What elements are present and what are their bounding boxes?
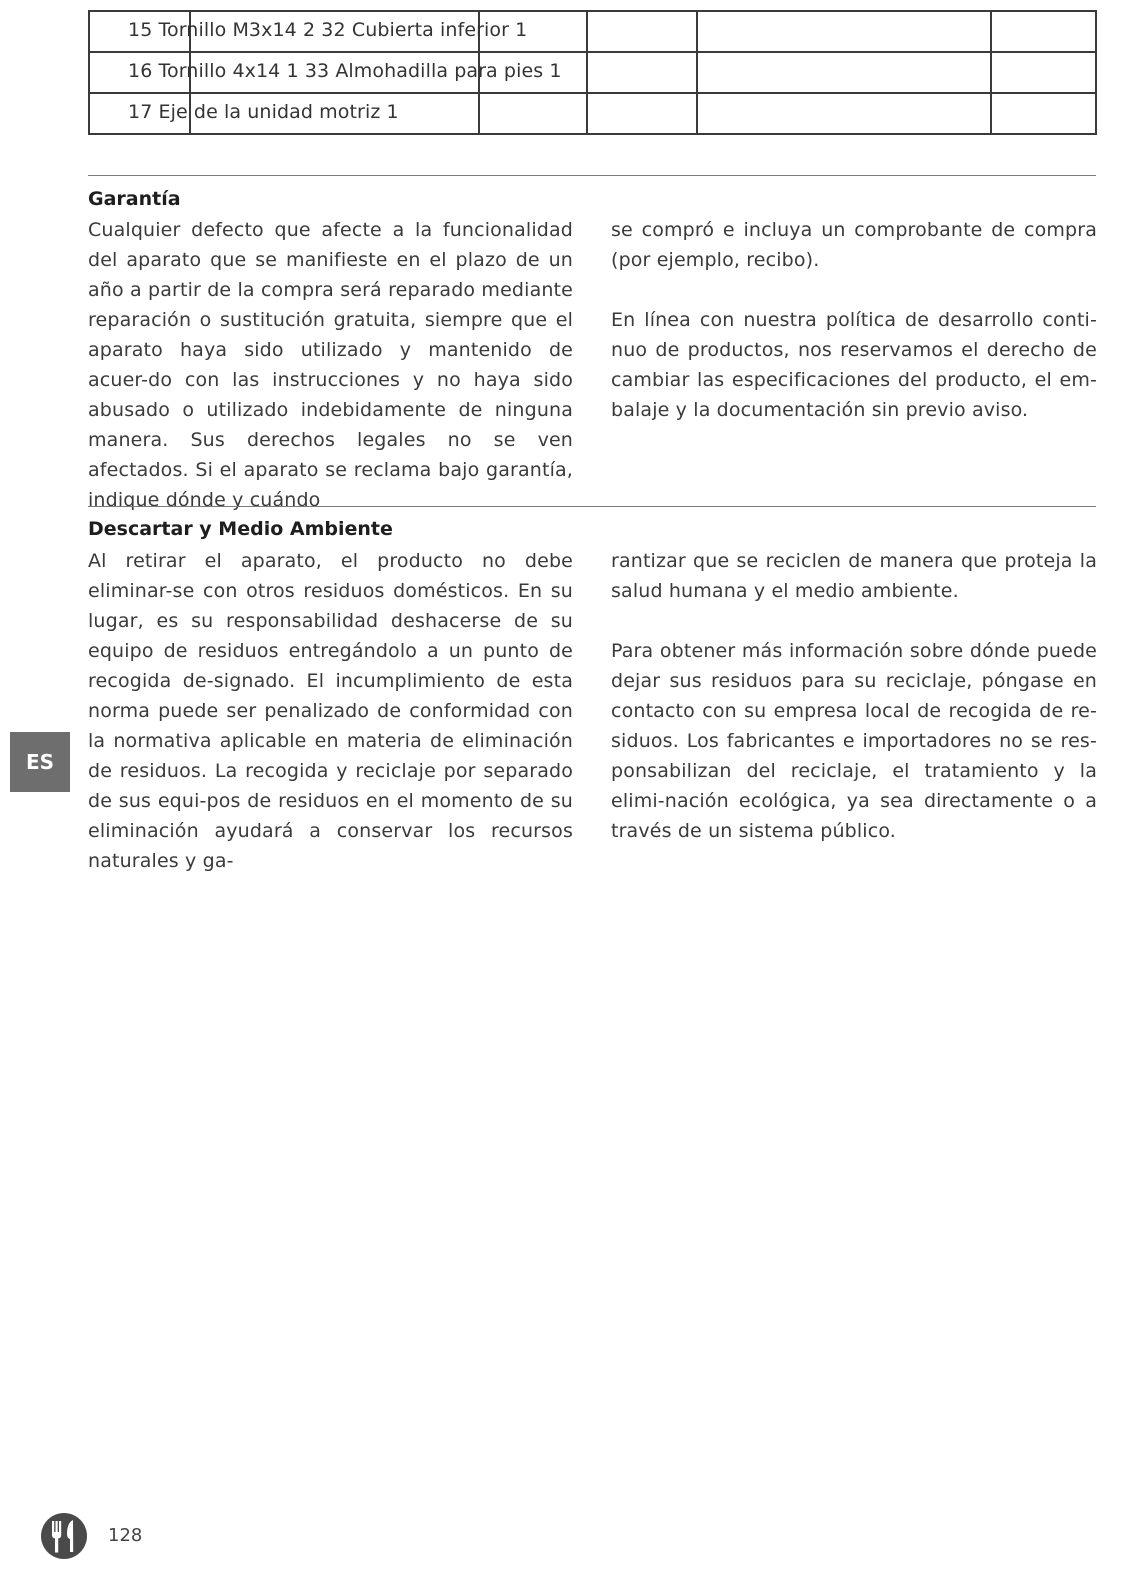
language-tab: ES bbox=[10, 732, 70, 792]
table-row-text: 16 Tornillo 4x14 1 33 Almohadilla para pies 1 bbox=[128, 60, 562, 82]
disposal-left-column bbox=[88, 546, 573, 876]
section-divider bbox=[88, 175, 1096, 176]
table-row-text: 17 Eje de la unidad motriz 1 bbox=[128, 101, 399, 123]
warranty-heading: Garantía bbox=[88, 188, 181, 210]
disposal-right-column bbox=[611, 546, 1097, 846]
warranty-paragraph: Cualquier defecto que afecte a la funcionalidad del aparato que se manifieste en el plazo de un año a partir de la compra será reparado mediante reparación o sustitución gratuita, siempre que el aparato haya sido utilizado y mantenido de acuer-do con las instrucciones y no haya sido abusado o utilizado indebidamente de ninguna manera. Sus derechos legales no se ven afectados. Si el aparato se reclama bajo garantía, indique dónde y cuándo bbox=[88, 219, 573, 511]
table-row-text: 15 Tornillo M3x14 2 32 Cubierta inferior 1 bbox=[128, 19, 528, 41]
warranty-right-column bbox=[611, 215, 1097, 425]
cutlery-icon bbox=[40, 1512, 88, 1560]
warranty-paragraph: se compró e incluya un comprobante de compra (por ejemplo, recibo). bbox=[611, 219, 1097, 271]
disposal-heading: Descartar y Medio Ambiente bbox=[88, 518, 393, 540]
page-number: 128 bbox=[108, 1525, 143, 1546]
warranty-paragraph: En línea con nuestra política de desarrollo conti-nuo de productos, nos reservamos el derecho de cambiar las especificaciones del producto, el em-balaje y la documentación sin previo aviso. bbox=[611, 309, 1097, 421]
disposal-paragraph: rantizar que se reciclen de manera que proteja la salud humana y el medio ambiente. bbox=[611, 550, 1097, 602]
disposal-paragraph: Para obtener más información sobre dónde puede dejar sus residuos para su reciclaje, póngase en contacto con su empresa local de recogida de re-siduos. Los fabricantes e importadores no se res-ponsabilizan del reciclaje, el tratamiento y la elimi-nación ecológica, ya sea directamente o a través de un sistema público. bbox=[611, 640, 1097, 842]
warranty-left-column bbox=[88, 215, 573, 515]
section-divider bbox=[88, 506, 1096, 507]
disposal-paragraph: Al retirar el aparato, el producto no debe eliminar-se con otros residuos domésticos. En su lugar, es su responsabilidad deshacerse de su equipo de residuos entregándolo a un punto de recogida de-signado. El incumplimiento de esta norma puede ser penalizado de conformidad con la normativa aplicable en materia de eliminación de residuos. La recogida y reciclaje por separado de sus equi-pos de residuos en el momento de su eliminación ayudará a conservar los recursos naturales y ga- bbox=[88, 550, 573, 872]
